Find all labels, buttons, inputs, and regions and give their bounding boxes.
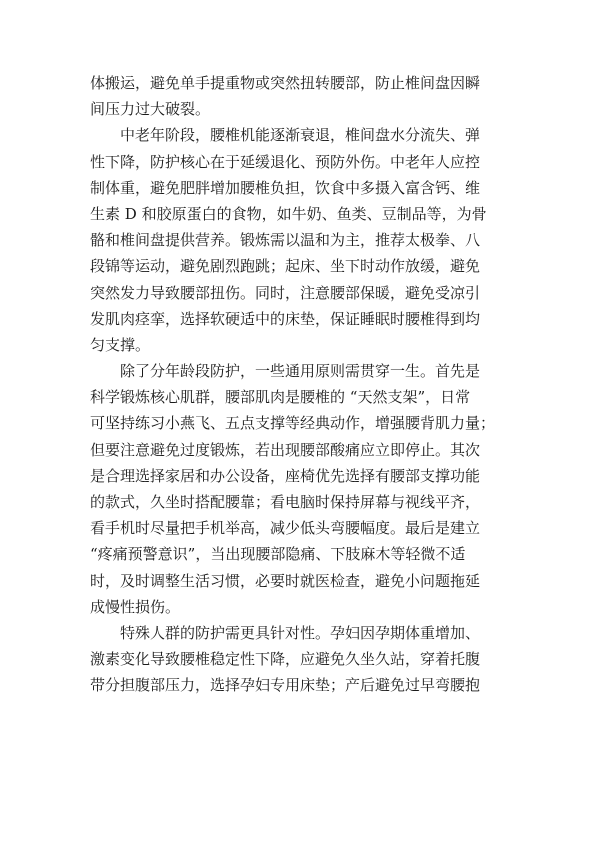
text-line: 性下降，防护核心在于延缓退化、预防外伤。中老年人应控 (90, 152, 481, 171)
text-line: 特殊人群的防护需更具针对性。孕妇因孕期体重增加、 (120, 623, 481, 642)
text-line: 但要注意避免过度锻炼，若出现腰部酸痛应立即停止。其次 (90, 440, 481, 459)
text-line: 带分担腹部压力，选择孕妇专用床垫；产后避免过早弯腰抱 (90, 676, 481, 695)
text-line: 间压力过大破裂。 (90, 100, 211, 119)
text-line: 中老年阶段，腰椎机能逐渐衰退，椎间盘水分流失、弹 (120, 126, 481, 145)
body-text (90, 70, 510, 699)
paragraph-3 (90, 358, 510, 620)
text-line: 制体重，避免肥胖增加腰椎负担，饮食中多摄入富含钙、维 (90, 178, 481, 197)
text-line: 看手机时尽量把手机举高，减少低头弯腰幅度。最后是建立 (90, 519, 481, 538)
text-line: 体搬运，避免单手提重物或突然扭转腰部，防止椎间盘因瞬 (90, 74, 481, 92)
text-line: 是合理选择家居和办公设备，座椅优先选择有腰部支撑功能 (90, 466, 481, 485)
text-line: 生素 D 和胶原蛋白的食物，如牛奶、鱼类、豆制品等，为骨 (90, 204, 487, 223)
paragraph-2 (90, 122, 510, 358)
text-line: 匀支撑。 (90, 335, 151, 354)
text-line: 成慢性损伤。 (90, 597, 181, 616)
text-line: 科学锻炼核心肌群，腰部肌肉是腰椎的 “天然支架”，日常 (90, 388, 471, 407)
text-line: 可坚持练习小燕飞、五点支撑等经典动作，增强腰背肌力量； (90, 414, 496, 433)
text-line: 的款式，久坐时搭配腰靠；看电脑时保持屏幕与视线平齐， (90, 493, 481, 511)
text-line: 激素变化导致腰椎稳定性下降，应避免久坐久站，穿着托腹 (90, 650, 481, 669)
text-line: “疼痛预警意识”，当出现腰部隐痛、下肢麻木等轻微不适 (90, 545, 466, 564)
text-line: 时，及时调整生活习惯，必要时就医检查，避免小问题拖延 (90, 571, 481, 590)
text-line: 突然发力导致腰部扭伤。同时，注意腰部保暖，避免受凉引 (90, 283, 481, 302)
text-line: 段锦等运动，避免剧烈跑跳；起床、坐下时动作放缓，避免 (90, 257, 481, 276)
text-line: 除了分年龄段防护，一些通用原则需贯穿一生。首先是 (120, 362, 481, 381)
paragraph-4 (90, 620, 510, 699)
paragraph-1 (90, 70, 510, 122)
text-line: 骼和椎间盘提供营养。锻炼需以温和为主，推荐太极拳、八 (90, 231, 481, 250)
text-line: 发肌肉痉挛，选择软硬适中的床垫，保证睡眠时腰椎得到均 (90, 309, 481, 328)
